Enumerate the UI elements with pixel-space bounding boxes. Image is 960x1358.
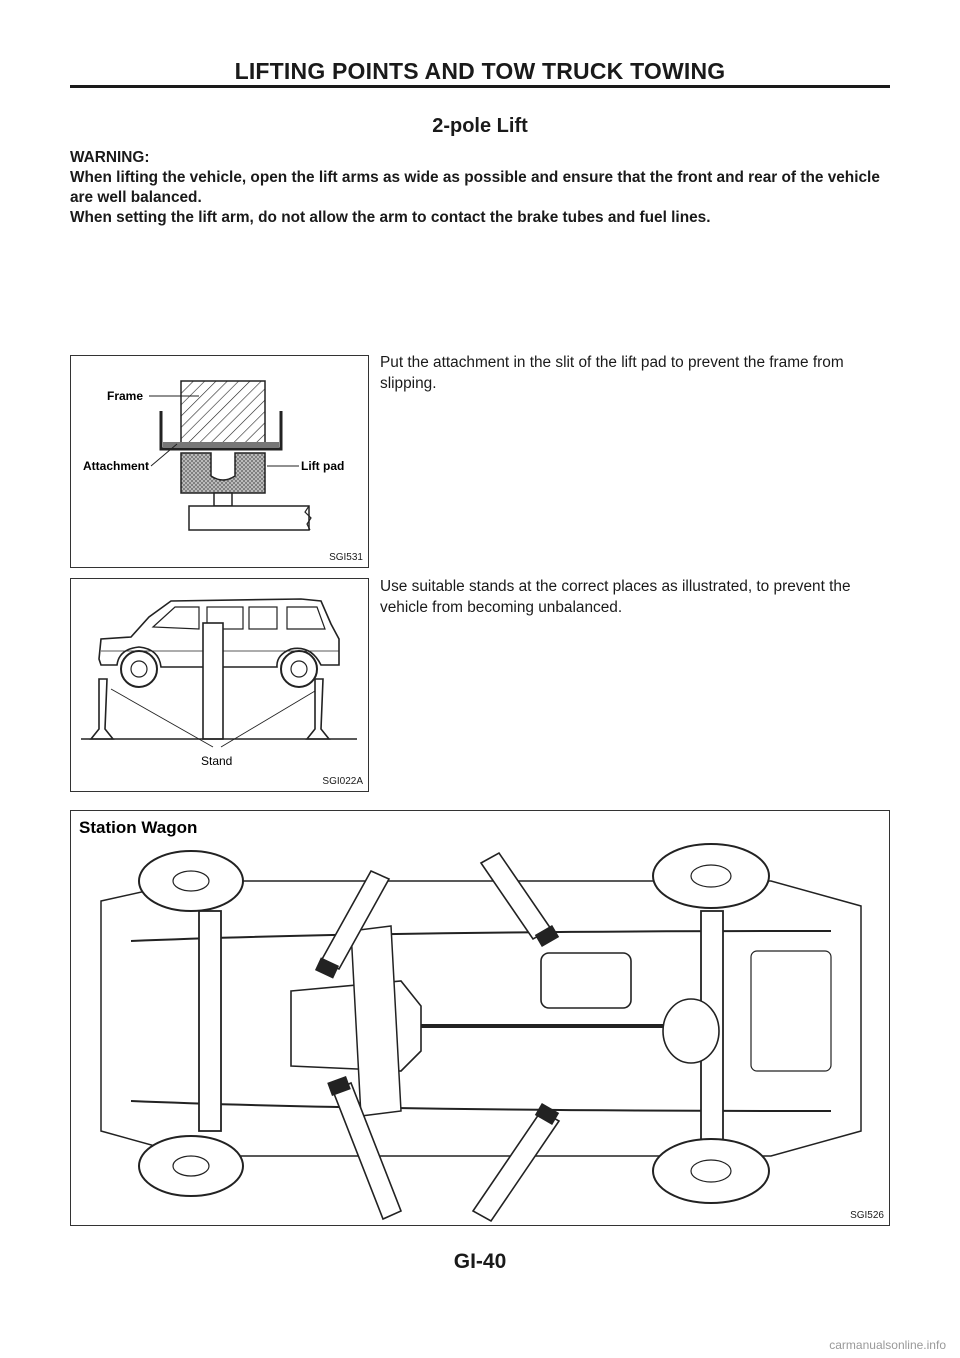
figure-code: SGI526 (850, 1210, 884, 1221)
rear-stand (307, 679, 329, 739)
figure-underbody (70, 810, 890, 1226)
figure-code: SGI531 (329, 552, 363, 563)
figure2-description: Use suitable stands at the correct places as illustrated, to prevent the vehicle from becoming unbalanced. (380, 578, 851, 616)
header-rule (70, 85, 890, 88)
page-header-title: LIFTING POINTS AND TOW TRUCK TOWING (234, 58, 726, 84)
figure-title: Station Wagon (79, 818, 198, 837)
attachment-label: Attachment (83, 459, 150, 473)
figure-lift-pad (70, 355, 369, 568)
warning-line-1: When lifting the vehicle, open the lift arms as wide as possible and ensure that the front and rear of the vehicle are well balanced. (70, 169, 880, 206)
lift-pad (181, 453, 265, 493)
lift-post (203, 623, 223, 739)
figure-stands (70, 578, 369, 792)
front-stand (91, 679, 113, 739)
frame-member (181, 381, 265, 447)
figure-code: SGI022A (322, 776, 363, 787)
figure1-description: Put the attachment in the slit of the lift pad to prevent the frame from slipping. (380, 354, 844, 392)
warning-block (70, 148, 892, 228)
lift-pad-label: Lift pad (301, 459, 345, 473)
lift-pad-diagram (71, 356, 368, 567)
stand-label: Stand (201, 754, 233, 768)
rear-differential (663, 999, 719, 1063)
fuel-tank (541, 953, 631, 1008)
warning-line-2: When setting the lift arm, do not allow the arm to contact the brake tubes and fuel lines. (70, 209, 711, 226)
section-title: 2-pole Lift (432, 115, 528, 137)
frame-label: Frame (107, 389, 144, 403)
underbody-diagram (71, 811, 889, 1225)
page-number: GI-40 (453, 1250, 507, 1273)
warning-label: WARNING: (70, 149, 150, 166)
vehicle-stands-diagram (71, 579, 368, 791)
front-axle (199, 911, 221, 1131)
watermark: carmanualsonline.info (829, 1338, 946, 1352)
